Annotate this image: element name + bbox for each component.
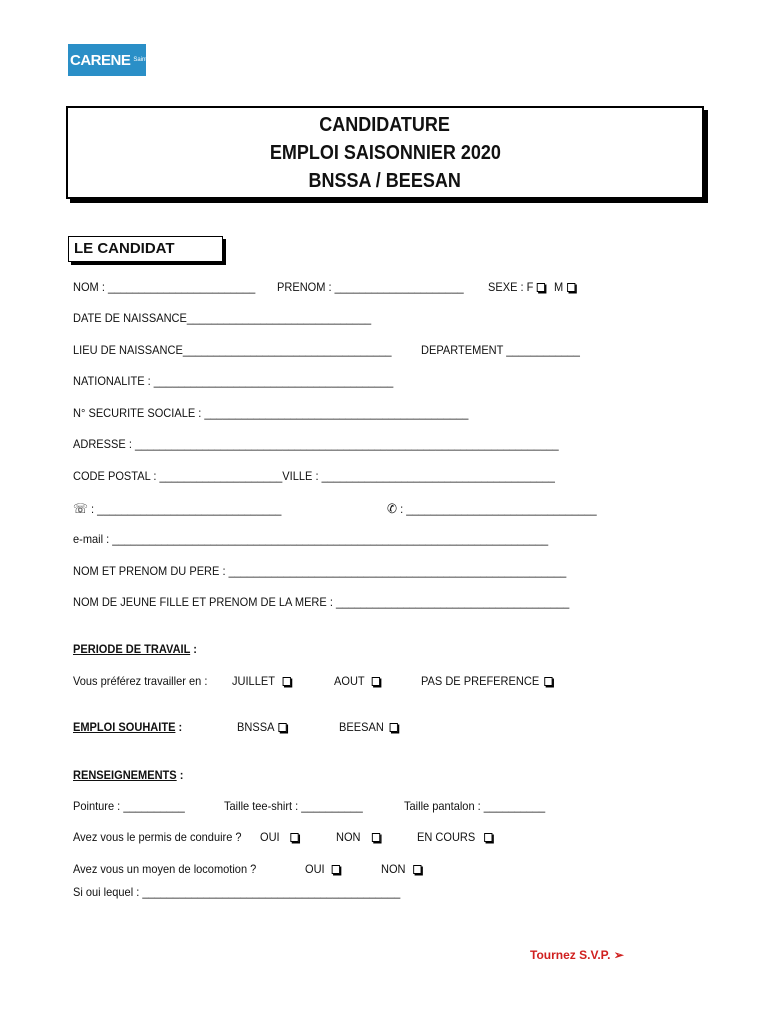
- lequel-field[interactable]: Si oui lequel : __________________________________________: [73, 885, 401, 899]
- section-le-candidat: LE CANDIDAT: [68, 236, 223, 262]
- title-line-1: CANDIDATURE: [319, 113, 451, 136]
- permis-question: Avez vous le permis de conduire ?: [73, 830, 242, 844]
- sexe-f-checkbox[interactable]: [537, 283, 545, 292]
- locomotion-question: Avez vous un moyen de locomotion ?: [73, 862, 257, 876]
- nom-field[interactable]: NOM : ________________________: [73, 280, 256, 294]
- permis-encours-checkbox[interactable]: [484, 833, 492, 842]
- pointure-field[interactable]: Pointure : __________: [73, 799, 185, 813]
- beesan-checkbox[interactable]: [389, 723, 397, 732]
- emploi-heading-text: EMPLOI SOUHAITE: [73, 720, 176, 734]
- mobile-field[interactable]: [387, 501, 597, 517]
- sexe-m-label: M: [553, 280, 564, 294]
- date-naissance-field[interactable]: DATE DE NAISSANCE______________________________: [73, 311, 372, 325]
- permis-oui-label: OUI: [260, 830, 280, 844]
- renseignements-heading: [73, 768, 183, 782]
- arrow-right-icon: ➢: [613, 948, 624, 962]
- option-bnssa[interactable]: [237, 720, 286, 734]
- tournez-label: Tournez S.V.P.: [530, 948, 611, 962]
- title-line-2: EMPLOI SAISONNIER 2020: [269, 141, 501, 164]
- renseignements-heading-colon: :: [176, 768, 184, 782]
- permis-encours-option[interactable]: [417, 830, 493, 844]
- email-field[interactable]: e-mail : _______________________________________________________________________: [73, 532, 549, 546]
- bnssa-label: BNSSA: [237, 720, 275, 734]
- permis-oui-option[interactable]: [260, 830, 299, 844]
- mobile-phone-icon: ✆: [387, 501, 398, 516]
- pere-field[interactable]: NOM ET PRENOM DU PERE : _______________________________________________________: [73, 564, 567, 578]
- pas-de-preference-checkbox[interactable]: [545, 677, 553, 686]
- juillet-label: JUILLET: [232, 674, 275, 688]
- option-juillet[interactable]: [232, 674, 291, 688]
- locomotion-oui-label: OUI: [305, 862, 325, 876]
- permis-non-checkbox[interactable]: [372, 833, 380, 842]
- securite-sociale-field[interactable]: N° SECURITE SOCIALE : ___________________________________________: [73, 406, 469, 420]
- locomotion-oui-checkbox[interactable]: [332, 865, 340, 874]
- sexe-group: [488, 280, 575, 294]
- option-aout[interactable]: [334, 674, 380, 688]
- code-postal-ville-field[interactable]: CODE POSTAL : ____________________VILLE : ______________________________________: [73, 469, 555, 483]
- locomotion-non-label: NON: [381, 862, 406, 876]
- logo-name: CARENE: [70, 51, 131, 69]
- sexe-m-checkbox[interactable]: [567, 283, 575, 292]
- title-line-3: BNSSA / BEESAN: [308, 169, 462, 192]
- lieu-naissance-field[interactable]: LIEU DE NAISSANCE__________________________________: [73, 343, 392, 357]
- mere-field[interactable]: NOM DE JEUNE FILLE ET PRENOM DE LA MERE : ______________________________________: [73, 595, 570, 609]
- title-box: [66, 106, 704, 199]
- periode-heading-colon: :: [190, 642, 197, 656]
- pantalon-field[interactable]: Taille pantalon : __________: [404, 799, 546, 813]
- tournez-svp: [530, 948, 624, 962]
- aout-checkbox[interactable]: [372, 677, 380, 686]
- locomotion-non-checkbox[interactable]: [413, 865, 421, 874]
- emploi-heading-colon: :: [175, 720, 183, 734]
- renseignements-heading-text: RENSEIGNEMENTS: [73, 768, 177, 782]
- beesan-label: BEESAN: [339, 720, 384, 734]
- telephone-blank: : ______________________________: [91, 502, 282, 516]
- locomotion-non-option[interactable]: [381, 862, 421, 876]
- emploi-heading: [73, 720, 182, 734]
- juillet-checkbox[interactable]: [282, 677, 290, 686]
- option-pas-de-preference[interactable]: [421, 674, 553, 688]
- departement-field[interactable]: DEPARTEMENT ____________: [421, 343, 580, 357]
- periode-heading-text: PERIODE DE TRAVAIL: [73, 642, 191, 656]
- adresse-field[interactable]: ADRESSE : _____________________________________________________________________: [73, 437, 559, 451]
- teeshirt-field[interactable]: Taille tee-shirt : __________: [224, 799, 363, 813]
- periode-question: Vous préférez travailler en :: [73, 674, 208, 688]
- permis-oui-checkbox[interactable]: [291, 833, 299, 842]
- option-beesan[interactable]: [339, 720, 398, 734]
- bnssa-checkbox[interactable]: [278, 723, 286, 732]
- sexe-label: SEXE : F: [488, 280, 534, 294]
- logo-tagline: Saint-Nazaire agglomération: [133, 56, 210, 63]
- phone-icon: ☏: [73, 501, 88, 516]
- permis-non-option[interactable]: [336, 830, 380, 844]
- pas-de-preference-label: PAS DE PREFERENCE: [421, 674, 540, 688]
- nationalite-field[interactable]: NATIONALITE : _______________________________________: [73, 374, 394, 388]
- permis-encours-label: EN COURS: [417, 830, 476, 844]
- carene-logo: [68, 44, 210, 76]
- permis-non-label: NON: [336, 830, 361, 844]
- mobile-blank: : _______________________________: [400, 502, 597, 516]
- aout-label: AOUT: [334, 674, 365, 688]
- locomotion-oui-option[interactable]: [305, 862, 340, 876]
- telephone-field[interactable]: [73, 501, 281, 517]
- periode-heading: [73, 642, 197, 656]
- prenom-field[interactable]: PRENOM : _____________________: [277, 280, 464, 294]
